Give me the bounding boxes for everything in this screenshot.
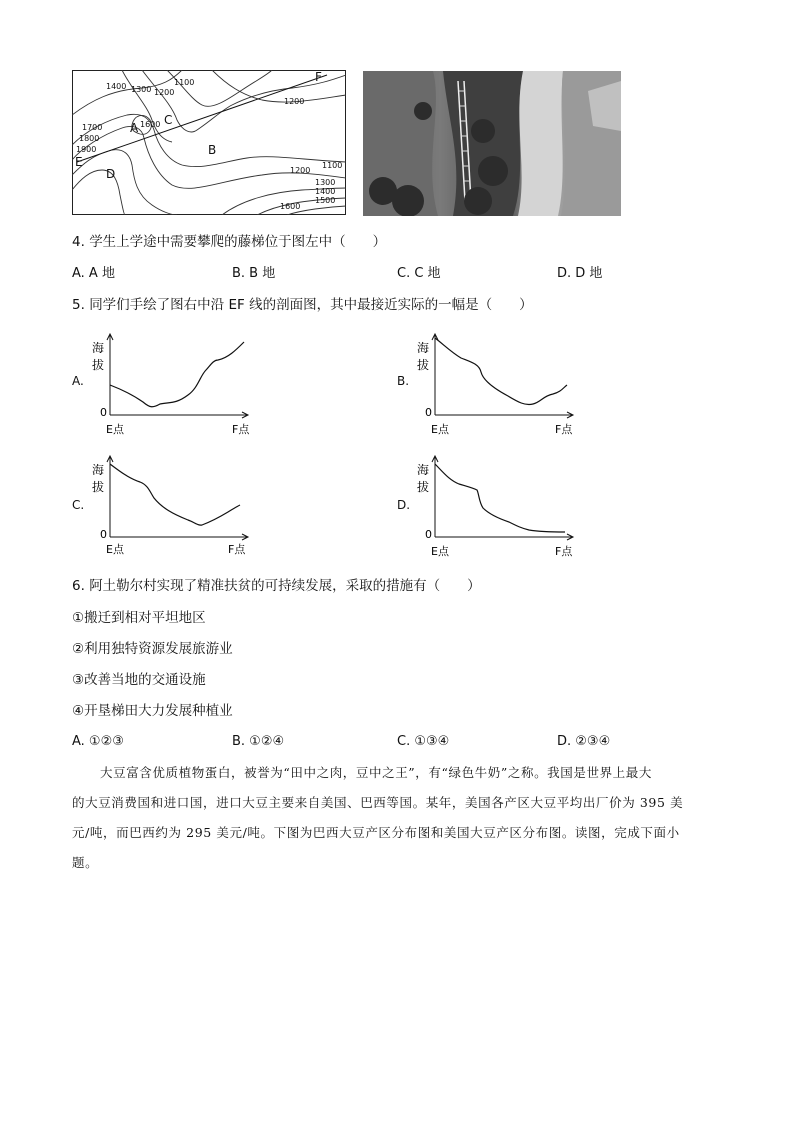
- contour-label: 1400: [315, 187, 336, 196]
- y-axis-label: 拔: [92, 480, 105, 494]
- cliff-ladder-photo: [363, 71, 621, 216]
- x-end-label: F点: [555, 545, 573, 558]
- question-5: [72, 295, 533, 315]
- point-label-a: A: [130, 121, 139, 135]
- statement-item: ④开垦梯田大力发展种植业: [72, 703, 233, 719]
- zero-label: 0: [100, 528, 107, 541]
- contour-label: 1200: [290, 166, 311, 175]
- profile-graph-a[interactable]: [88, 330, 268, 440]
- y-axis-label: 海: [92, 341, 105, 355]
- question-text: 阿土勒尔村实现了精准扶贫的可持续发展，采取的措施有（ ）: [89, 578, 481, 594]
- question-6: [72, 576, 481, 596]
- option-c[interactable]: C. ①③④: [397, 734, 450, 749]
- option-a[interactable]: A. A 地: [72, 266, 115, 281]
- question-number: 6.: [72, 578, 85, 594]
- zero-label: 0: [425, 528, 432, 541]
- graph-option-letter[interactable]: D.: [397, 498, 411, 512]
- passage: [72, 758, 722, 878]
- y-axis-label: 海: [417, 463, 430, 477]
- passage-line: 大豆富含优质植物蛋白，被誉为“田中之肉，豆中之王”，有“绿色牛奶”之称。我国是世界上最大: [100, 765, 652, 780]
- point-label-e: E: [75, 155, 83, 169]
- contour-label: 1400: [106, 82, 127, 91]
- graph-option-letter[interactable]: C.: [72, 498, 85, 512]
- y-axis-label: 拔: [417, 358, 430, 372]
- x-start-label: E点: [431, 423, 449, 436]
- point-label-b: B: [208, 143, 217, 157]
- x-end-label: F点: [555, 423, 573, 436]
- contour-label: 1600: [140, 120, 161, 129]
- question-number: 5.: [72, 297, 85, 313]
- x-start-label: E点: [431, 545, 449, 558]
- option-d[interactable]: D. D 地: [557, 266, 603, 281]
- contour-label: 1100: [322, 161, 343, 170]
- passage-line: 题。: [72, 855, 99, 870]
- contour-label: 1500: [315, 196, 336, 205]
- y-axis-label: 海: [92, 463, 105, 477]
- question-text: 同学们手绘了图右中沿 EF 线的剖面图，其中最接近实际的一幅是（ ）: [89, 297, 533, 313]
- contour-label: 1200: [284, 97, 305, 106]
- option-b[interactable]: B. B 地: [232, 266, 276, 281]
- contour-label: 1200: [154, 88, 175, 97]
- option-b[interactable]: B. ①②④: [232, 734, 285, 749]
- profile-graph-b[interactable]: [413, 330, 593, 440]
- option-d[interactable]: D. ②③④: [557, 734, 611, 749]
- contour-label: 1900: [76, 145, 97, 154]
- graph-option-letter[interactable]: B.: [397, 374, 410, 388]
- x-start-label: E点: [106, 543, 124, 556]
- graph-option-letter[interactable]: A.: [72, 374, 84, 388]
- profile-graph-d[interactable]: [413, 452, 593, 562]
- statement-item: ②利用独特资源发展旅游业: [72, 641, 233, 657]
- x-start-label: E点: [106, 423, 124, 436]
- contour-label: 1300: [131, 85, 152, 94]
- option-c[interactable]: C. C 地: [397, 266, 441, 281]
- contour-label: 1800: [79, 134, 100, 143]
- point-label-c: C: [164, 113, 173, 127]
- statement-item: ①搬迁到相对平坦地区: [72, 610, 206, 626]
- profile-graph-c[interactable]: [88, 452, 268, 562]
- passage-line: 元/吨，而巴西约为 295 美元/吨。下图为巴西大豆产区分布图和美国大豆产区分布图。读图，完成下面小: [72, 825, 680, 840]
- contour-label: 1600: [280, 202, 301, 211]
- passage-line: 的大豆消费国和进口国，进口大豆主要来自美国、巴西等国。某年，美国各产区大豆平均出厂价为 395 美: [72, 795, 684, 810]
- statement-item: ③改善当地的交通设施: [72, 672, 206, 688]
- point-label-d: D: [106, 167, 116, 181]
- topographic-map: [72, 70, 346, 215]
- question-text: 学生上学途中需要攀爬的藤梯位于图左中（ ）: [89, 234, 387, 250]
- x-end-label: F点: [228, 543, 246, 556]
- zero-label: 0: [425, 406, 432, 419]
- contour-label: 1300: [315, 178, 336, 187]
- y-axis-label: 拔: [92, 358, 105, 372]
- contour-label: 1700: [82, 123, 103, 132]
- point-label-f: F: [315, 70, 322, 84]
- y-axis-label: 拔: [417, 480, 430, 494]
- question-4: [72, 232, 386, 252]
- contour-label: 1100: [174, 78, 195, 87]
- question-number: 4.: [72, 234, 85, 250]
- zero-label: 0: [100, 406, 107, 419]
- option-a[interactable]: A. ①②③: [72, 734, 124, 749]
- x-end-label: F点: [232, 423, 250, 436]
- y-axis-label: 海: [417, 341, 430, 355]
